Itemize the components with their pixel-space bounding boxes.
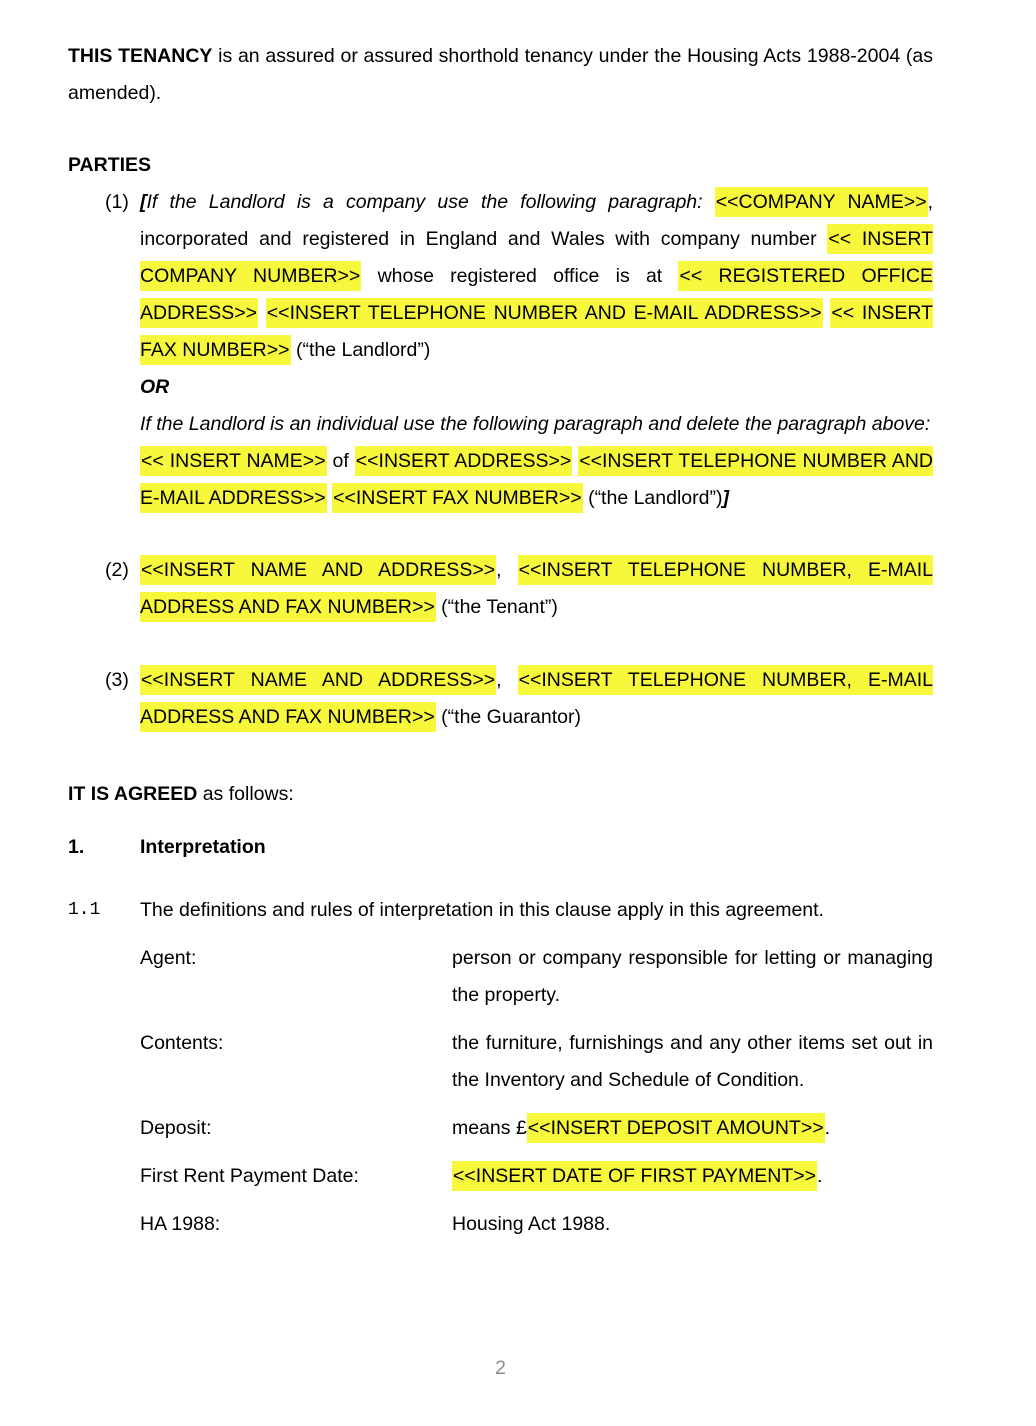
definition-row	[68, 1158, 933, 1195]
highlight-placeholder: <<INSERT FAX NUMBER>>	[332, 483, 583, 513]
definition-term: Agent:	[140, 947, 197, 969]
text-run: as follows:	[197, 783, 294, 805]
definition-row	[68, 1206, 933, 1243]
party-item-3	[68, 662, 933, 736]
text-run	[258, 302, 266, 324]
clause-1-heading	[68, 829, 933, 866]
definition-row	[68, 1110, 933, 1147]
text-run: [	[140, 191, 147, 213]
definition-text	[452, 1206, 933, 1243]
agreement-line	[68, 776, 933, 813]
text-run: of	[326, 450, 355, 472]
party-item-2-number: (2)	[105, 559, 129, 581]
text-run: IT IS AGREED	[68, 783, 198, 805]
party-item-1-number: (1)	[105, 191, 129, 213]
clause-1-1-number: 1.1	[68, 900, 101, 920]
definition-text	[452, 1110, 933, 1147]
clause-1-1	[68, 892, 933, 929]
document-content	[68, 38, 933, 1254]
page-number: 2	[495, 1357, 506, 1379]
landlord-individual-paragraph	[140, 443, 933, 517]
text-run: (“the Guarantor)	[435, 706, 581, 728]
text-run: whose registered office is at	[361, 265, 679, 287]
clause-1-title: Interpretation	[140, 836, 266, 858]
text-run: the furniture, furnishings and any other items set out in the Inventory and Schedule of Condition.	[452, 1032, 933, 1091]
definition-text	[452, 1025, 933, 1099]
text-run: (“the Landlord”)	[582, 487, 723, 509]
highlight-placeholder: <<INSERT ADDRESS>>	[355, 446, 573, 476]
highlight-placeholder: << INSERT COMPANY NUMBER>>	[140, 224, 933, 291]
clause-1-1-text: The definitions and rules of interpretation in this clause apply in this agreement.	[140, 899, 824, 921]
definition-term: HA 1988:	[140, 1213, 221, 1235]
highlight-placeholder: <<INSERT NAME AND ADDRESS>>	[140, 555, 496, 585]
parties-heading: PARTIES	[68, 154, 152, 176]
text-run: OR	[140, 376, 170, 398]
text-run: ,	[496, 559, 518, 581]
definition-row	[68, 1025, 933, 1099]
text-run: ,	[496, 669, 518, 691]
highlight-placeholder: <<INSERT NAME AND ADDRESS>>	[140, 665, 496, 695]
text-run: person or company responsible for letting or managing the property.	[452, 947, 933, 1006]
definition-term: First Rent Payment Date:	[140, 1165, 359, 1187]
text-run: is an assured or assured shorthold tenancy under the Housing Acts 1988-2004 (as amended).	[68, 45, 933, 104]
party-item-3-number: (3)	[105, 669, 129, 691]
definition-text	[452, 940, 933, 1014]
highlight-placeholder: <<INSERT TELEPHONE NUMBER AND E-MAIL ADDRESS>>	[140, 446, 933, 513]
highlight-placeholder: << REGISTERED OFFICE ADDRESS>>	[140, 261, 933, 328]
text-run: If the Landlord is a company use the following paragraph:	[146, 191, 715, 213]
definition-row	[68, 940, 933, 1014]
highlight-placeholder: <<INSERT TELEPHONE NUMBER, E-MAIL ADDRESS AND FAX NUMBER>>	[140, 665, 933, 732]
highlight-placeholder: <<INSERT TELEPHONE NUMBER AND E-MAIL ADDRESS>>	[266, 298, 823, 328]
intro-paragraph	[68, 38, 933, 112]
tenant-paragraph	[140, 552, 933, 626]
text-run: (“the Landlord”)	[290, 339, 431, 361]
or-label	[140, 369, 933, 406]
highlight-placeholder: <<INSERT DEPOSIT AMOUNT>>	[527, 1113, 825, 1143]
definition-term: Deposit:	[140, 1117, 212, 1139]
text-run: , incorporated and registered in England and Wales with company number	[140, 191, 934, 250]
text-run: means £	[452, 1117, 527, 1139]
party-item-2	[68, 552, 933, 626]
text-run: ]	[722, 487, 729, 509]
highlight-placeholder: <<INSERT DATE OF FIRST PAYMENT>>	[452, 1161, 817, 1191]
highlight-placeholder: <<COMPANY NAME>>	[715, 187, 928, 217]
text-run: .	[817, 1165, 823, 1187]
landlord-company-paragraph	[140, 184, 933, 369]
text-run: (“the Tenant”)	[435, 596, 558, 618]
text-run: If the Landlord is an individual use the following paragraph and delete the paragraph above:	[140, 413, 931, 435]
definition-term: Contents:	[140, 1032, 224, 1054]
definitions-list	[68, 940, 933, 1243]
landlord-individual-instruction	[140, 406, 933, 443]
text-run: .	[824, 1117, 831, 1139]
text-run: Housing Act 1988.	[452, 1213, 611, 1235]
highlight-placeholder: << INSERT FAX NUMBER>>	[140, 298, 933, 365]
party-item-1	[68, 184, 933, 517]
definition-text	[452, 1158, 933, 1195]
text-run: THIS TENANCY	[68, 45, 213, 67]
clause-1-number: 1.	[68, 836, 85, 858]
highlight-placeholder: << INSERT NAME>>	[140, 446, 327, 476]
highlight-placeholder: <<INSERT TELEPHONE NUMBER, E-MAIL ADDRESS AND FAX NUMBER>>	[140, 555, 933, 622]
guarantor-paragraph	[140, 662, 933, 736]
